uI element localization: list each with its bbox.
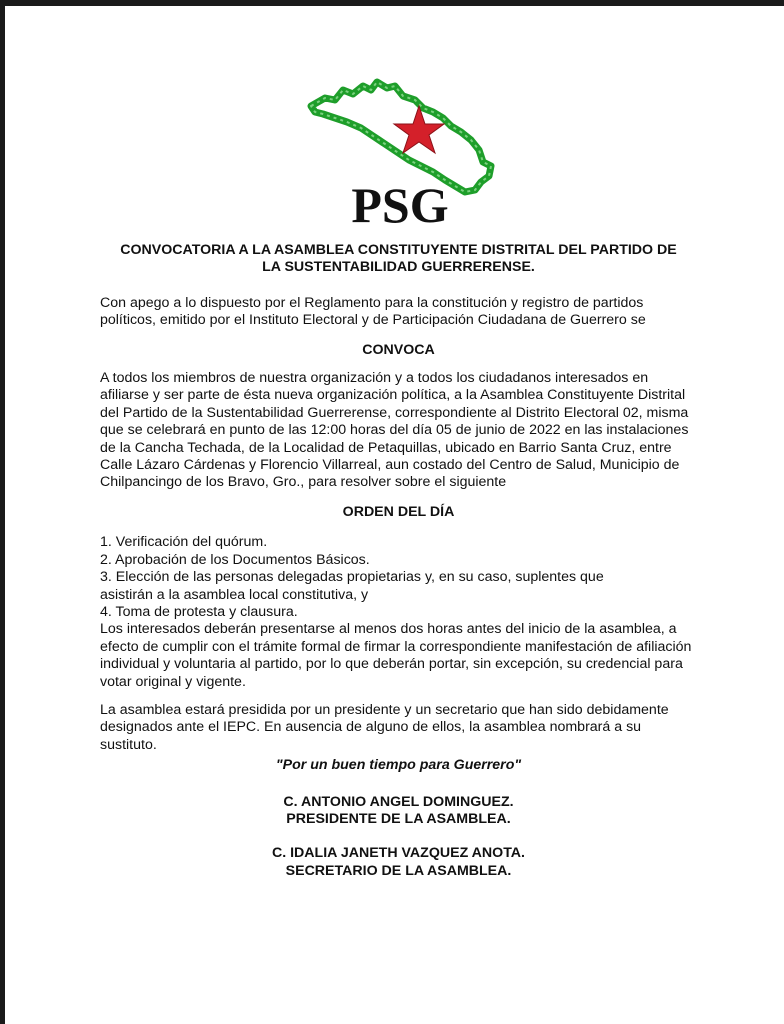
requirements-paragraph: Los interesados deberán presentarse al menos dos horas antes del inicio de la asamblea, a efecto de cumplir con el trámite formal de firmar la correspondiente manifestación de afiliación individual y voluntaria al partido, por lo que deberán portar, sin excepción, su credencial para votar original y vigente. — [100, 621, 692, 690]
presidency-paragraph: La asamblea estará presidida por un presidente y un secretario que han sido debidamente designados ante el IEPC. En ausencia de alguno de ellos, la asamblea nombrará a su sustituto. — [100, 701, 669, 753]
logo-text: PSG — [351, 177, 449, 231]
convoca-heading: CONVOCA — [362, 341, 435, 358]
convoca-paragraph: A todos los miembros de nuestra organización y a todos los ciudadanos interesados en afiliarse y ser parte de ésta nueva organización política, a la Asamblea Constituyente Distrital del Partido de la Sustentabilidad Guerrerense, correspondiente al Distrito Electoral 02, misma que se celebrará en punto de las 12:00 horas del día 05 de junio de 2022 en las instalaciones de la Cancha Techada, de la Localidad de Petaquillas, ubicado en Barrio Santa Cruz, entre Calle Lázaro Cárdenas y Florencio Villarreal, aun costado del Centro de Salud, Municipio de Chilpancingo de los Bravo, Gro., para resolver sobre el siguiente — [100, 370, 689, 491]
president-signature — [100, 794, 697, 829]
list-item: 3. Elección de las personas delegadas propietarias y, en su caso, suplentes que — [100, 569, 604, 586]
list-item: 4. Toma de protesta y clausura. — [100, 603, 298, 620]
secretary-role: SECRETARIO DE LA ASAMBLEA. — [285, 862, 512, 879]
document-page — [5, 6, 784, 1024]
president-role: PRESIDENTE DE LA ASAMBLEA. — [286, 810, 511, 827]
orden-del-dia-heading: ORDEN DEL DÍA — [342, 503, 455, 520]
agenda-list — [100, 534, 697, 621]
motto: "Por un buen tiempo para Guerrero" — [275, 757, 522, 774]
president-name: C. ANTONIO ANGEL DOMINGUEZ. — [283, 793, 514, 810]
secretary-name: C. IDALIA JANETH VAZQUEZ ANOTA. — [271, 845, 525, 862]
secretary-signature — [100, 845, 697, 880]
list-item: 2. Aprobación de los Documentos Básicos. — [100, 551, 370, 568]
list-item: 1. Verificación del quórum. — [100, 534, 268, 551]
intro-paragraph: Con apego a lo dispuesto por el Reglamento para la constitución y registro de partidos políticos, emitido por el Instituto Electoral y de Participación Ciudadana de Guerrero se — [100, 294, 646, 329]
document-title: CONVOCATORIA A LA ASAMBLEA CONSTITUYENTE DISTRITAL DEL PARTIDO DE LA SUSTENTABILIDAD GUERRERENSE. — [120, 242, 677, 276]
psg-logo — [305, 76, 495, 231]
document-body — [100, 242, 697, 880]
guerrero-map-star-logo — [305, 76, 495, 231]
list-item: asistirán a la asamblea local constitutiva, y — [100, 586, 369, 603]
